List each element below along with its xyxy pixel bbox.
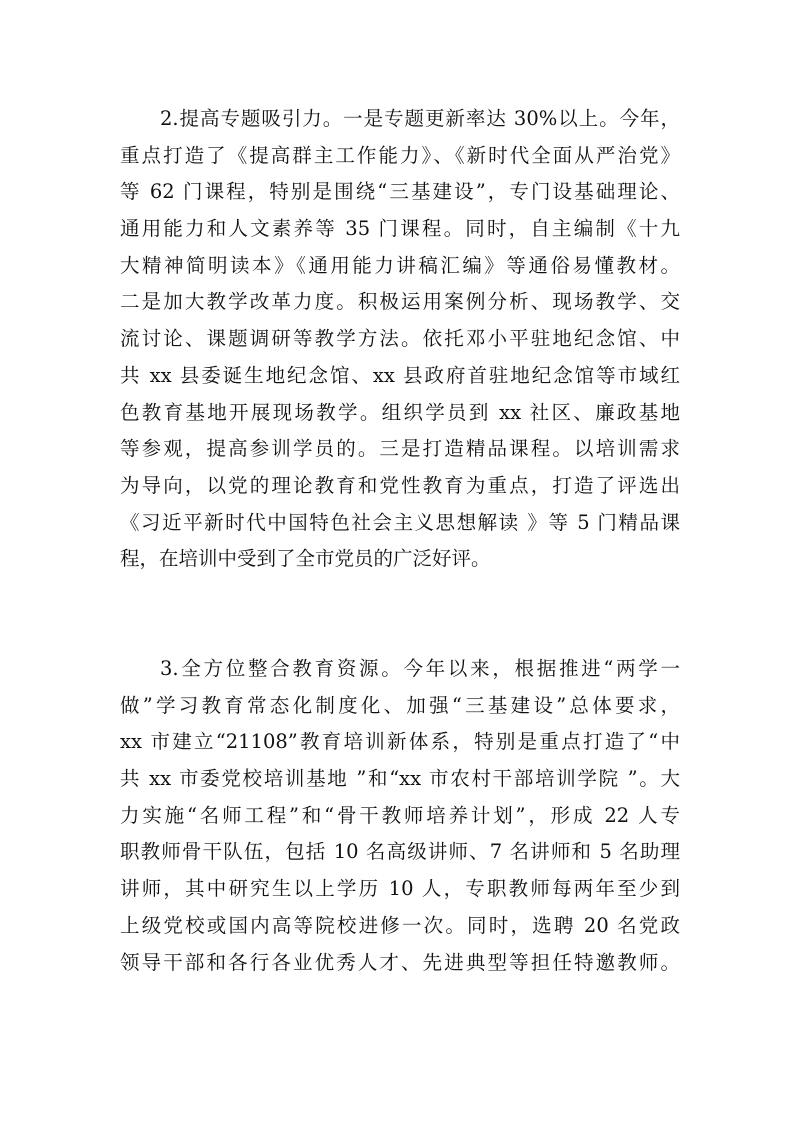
text-line: 等 62 门课程，特别是围绕“三基建设”，专门设基础理论、: [120, 180, 680, 204]
text-line: 领导干部和各行各业优秀人才、先进典型等担任特邀教师。: [120, 950, 680, 974]
paragraph-special-topic-appeal: [120, 101, 680, 578]
text-line: 大精神简明读本》《通用能力讲稿汇编》等通俗易懂教材。: [120, 253, 680, 277]
text-line: 流讨论、课题调研等教学方法。依托邓小平驻地纪念馆、中: [120, 327, 680, 351]
text-line: 上级党校或国内高等院校进修一次。同时，选聘 20 名党政: [120, 913, 680, 937]
text-line: 讲师，其中研究生以上学历 10 人，专职教师每两年至少到: [120, 877, 680, 901]
text-line: xx 市建立“21108”教育培训新体系，特别是重点打造了“中: [120, 730, 680, 754]
text-line: 职教师骨干队伍，包括 10 名高级讲师、7 名讲师和 5 名助理: [120, 840, 680, 864]
text-line: 做”学习教育常态化制度化、加强“三基建设”总体要求，: [120, 693, 680, 717]
text-line: 3.全方位整合教育资源。今年以来，根据推进“两学一: [160, 657, 680, 680]
text-line: 重点打造了《提高群主工作能力》、《新时代全面从严治党》: [120, 143, 680, 167]
text-line: 《习近平新时代中国特色社会主义思想解读 》等 5 门精品课: [120, 510, 680, 534]
text-line: 程，在培训中受到了全市党员的广泛好评。: [120, 547, 491, 571]
text-line: 力实施“名师工程”和“骨干教师培养计划”，形成 22 人专: [120, 803, 680, 827]
text-line: 为导向，以党的理论教育和党性教育为重点，打造了评选出: [120, 473, 680, 497]
text-line: 2.提高专题吸引力。一是专题更新率达 30%以上。今年，: [160, 107, 680, 130]
text-line: 共 xx 县委诞生地纪念馆、xx 县政府首驻地纪念馆等市域红: [120, 363, 680, 387]
text-line: 色教育基地开展现场教学。组织学员到 xx 社区、廉政基地: [120, 400, 680, 424]
paragraph-education-resources: [120, 651, 680, 981]
text-line: 等参观，提高参训学员的。三是打造精品课程。以培训需求: [120, 437, 680, 461]
text-line: 二是加大教学改革力度。积极运用案例分析、现场教学、交: [120, 290, 680, 314]
text-line: 通用能力和人文素养等 35 门课程。同时，自主编制《十九: [120, 217, 680, 241]
text-line: 共 xx 市委党校培训基地 ”和“xx 市农村干部培训学院 ”。大: [120, 767, 680, 791]
